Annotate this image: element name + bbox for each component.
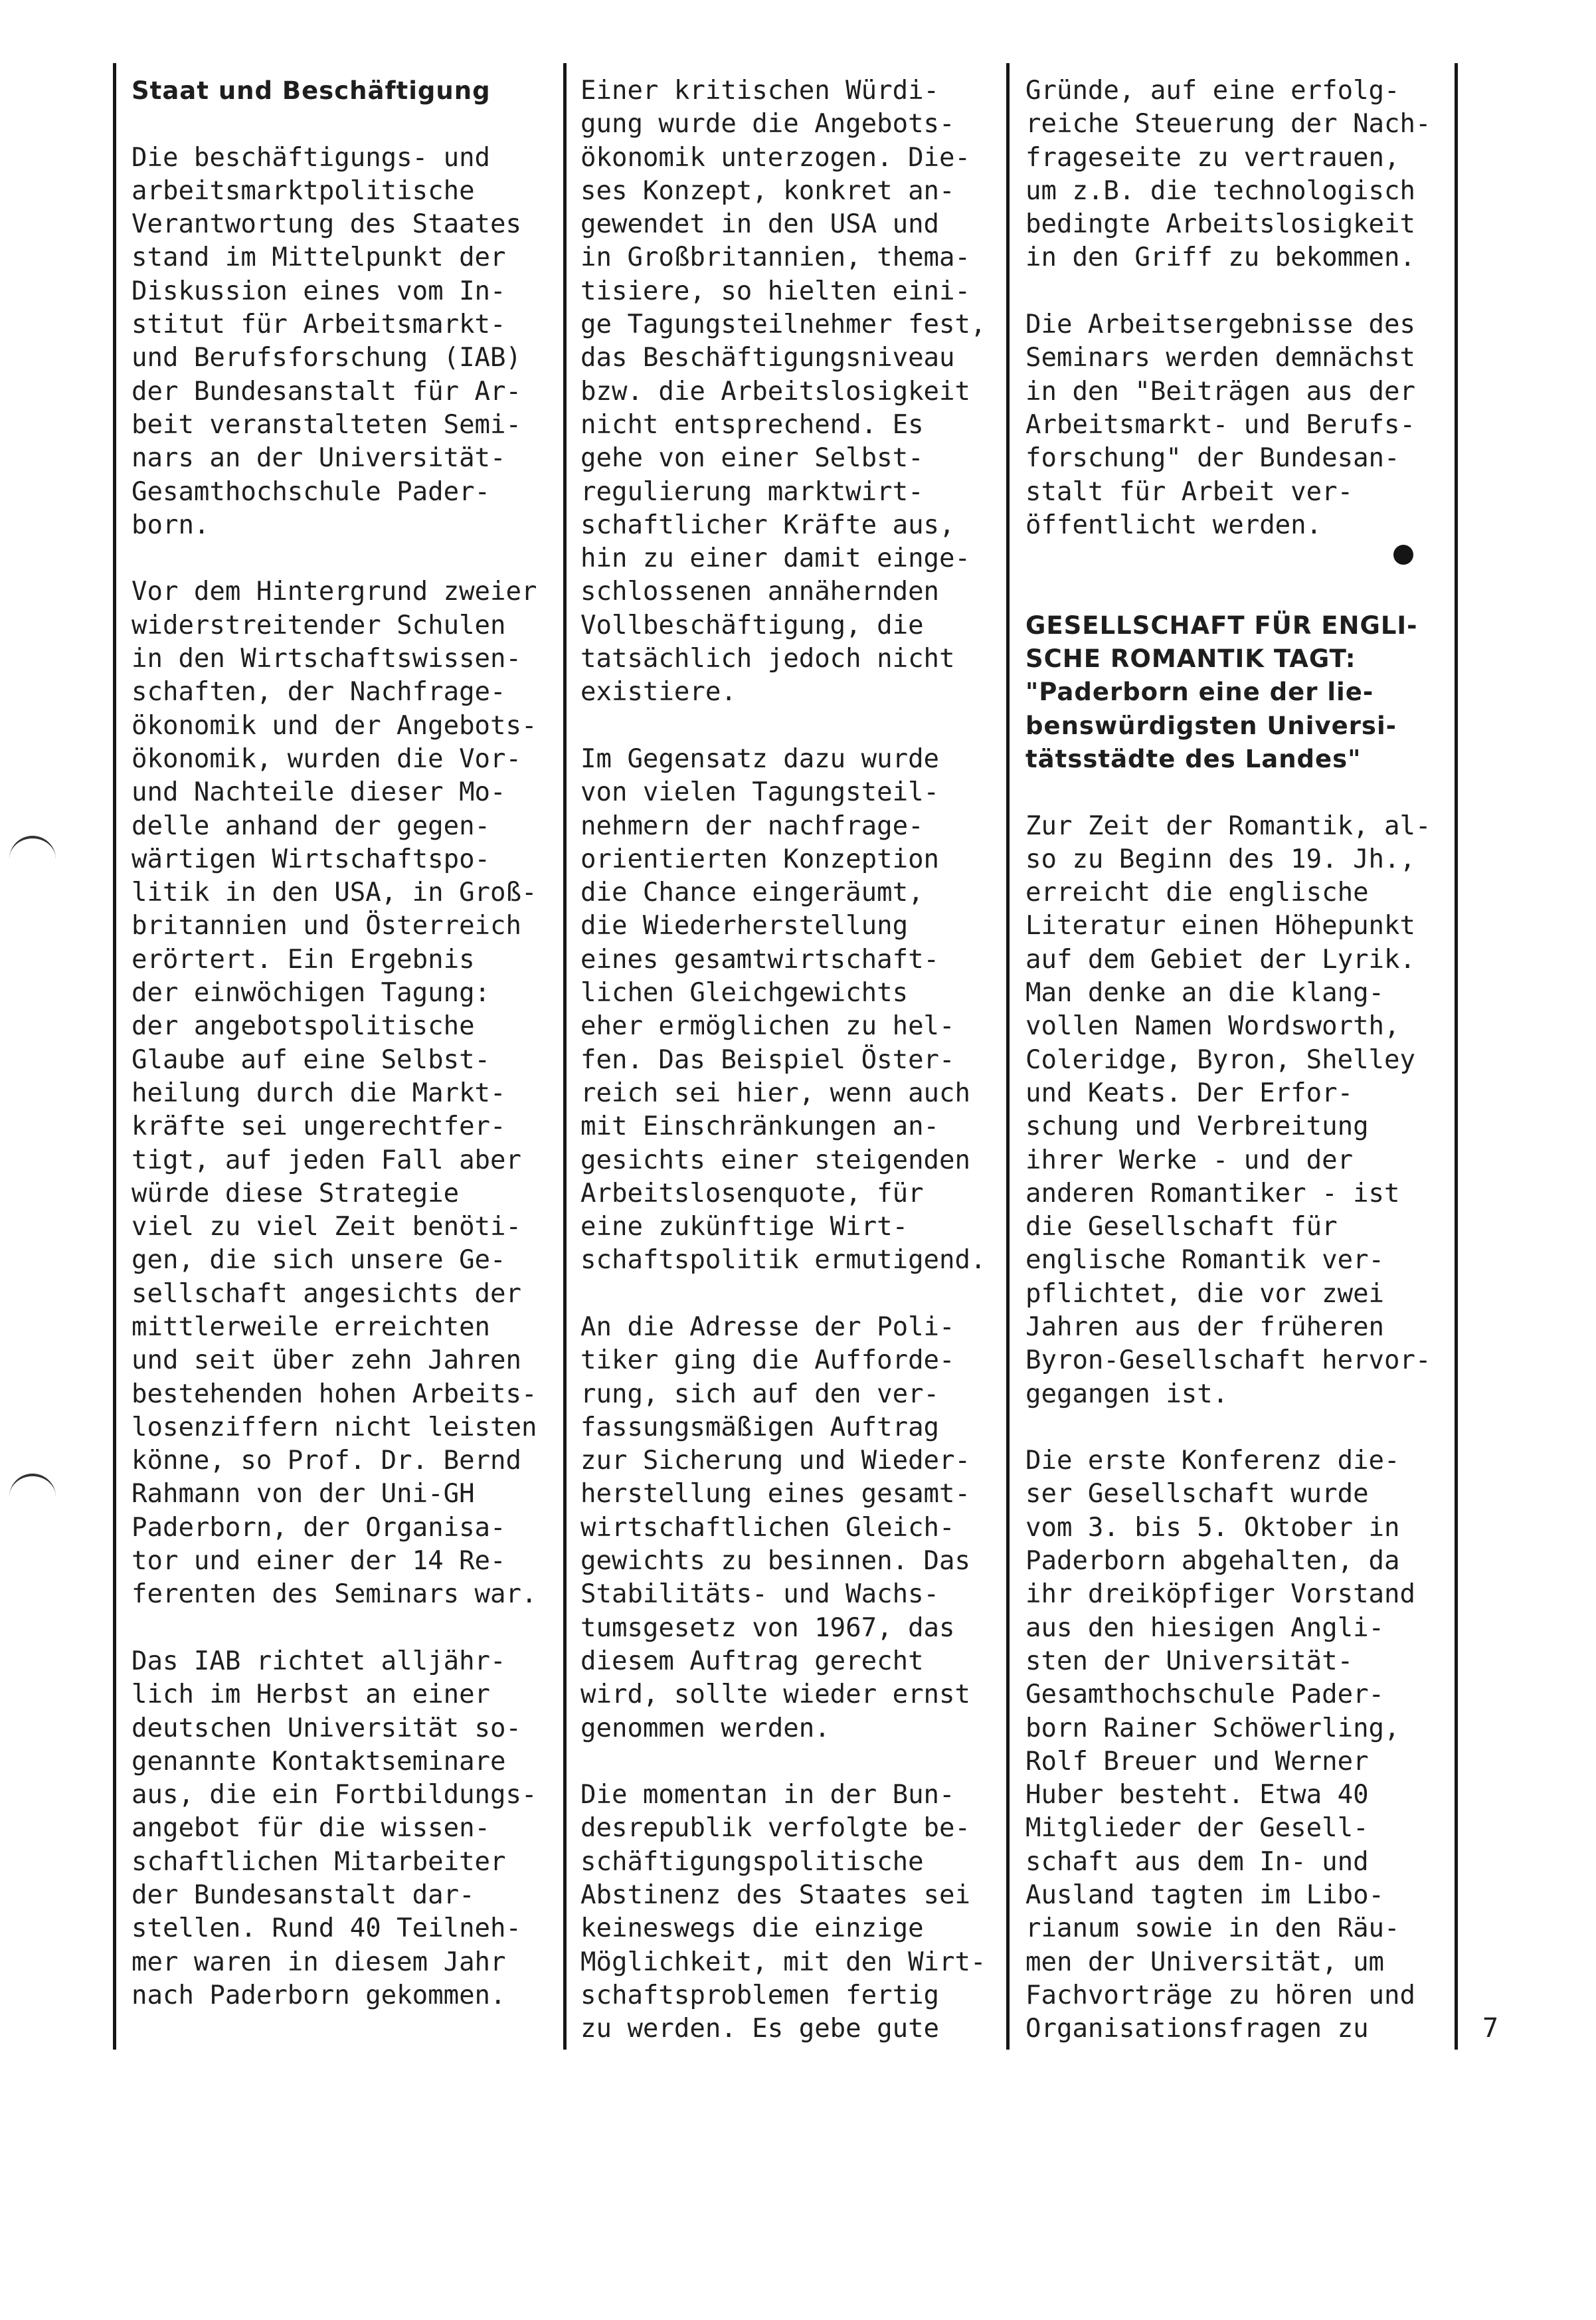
text-line: gesichts einer steigenden xyxy=(580,1145,970,1175)
text-line: in den Wirtschaftswissen- xyxy=(132,644,521,674)
text-line: schaftlichen Mitarbeiter xyxy=(132,1846,506,1877)
text-line: reich sei hier, wenn auch xyxy=(580,1078,970,1108)
paragraph-gap xyxy=(1025,542,1431,575)
text-line: anderen Romantiker - ist xyxy=(1025,1178,1400,1208)
punch-hole-mark xyxy=(9,836,56,865)
headline-line: GESELLSCHAFT FÜR ENGLI- xyxy=(1025,611,1418,640)
text-line: lich im Herbst an einer xyxy=(132,1680,491,1710)
headline-line: "Paderborn eine der lie- xyxy=(1025,678,1374,707)
text-line: der Bundesanstalt für Ar- xyxy=(132,376,521,407)
text-line: Ausland tagten im Libo- xyxy=(1025,1880,1385,1911)
text-line: Gesamthochschule Pader- xyxy=(1025,1680,1385,1710)
text-line: widerstreitender Schulen xyxy=(132,610,506,640)
text-line: tumsgesetz von 1967, das xyxy=(580,1612,955,1643)
text-line: Möglichkeit, mit den Wirt- xyxy=(580,1947,986,1977)
text-line: Vor dem Hintergrund zweier xyxy=(132,577,537,607)
text-line: rianum sowie in den Räu- xyxy=(1025,1913,1400,1944)
text-line: viel zu viel Zeit benöti- xyxy=(132,1212,521,1242)
text-line: würde diese Strategie xyxy=(132,1178,460,1208)
text-line: forschung" der Bundesan- xyxy=(1025,443,1400,474)
text-line: gung wurde die Angebots- xyxy=(580,109,955,140)
text-line: schaftsproblemen fertig xyxy=(580,1980,940,2010)
text-line: wirtschaftlichen Gleich- xyxy=(580,1512,955,1543)
text-line: tigt, auf jeden Fall aber xyxy=(132,1145,521,1175)
paragraph-gap xyxy=(1025,575,1431,609)
text-line: reiche Steuerung der Nach- xyxy=(1025,109,1431,140)
text-line: ser Gesellschaft wurde xyxy=(1025,1479,1369,1509)
text-line: Die momentan in der Bun- xyxy=(580,1780,955,1810)
text-line: Die beschäftigungs- und xyxy=(132,142,491,173)
text-line: auf dem Gebiet der Lyrik. xyxy=(1025,944,1415,975)
text-line: losenziffern nicht leisten xyxy=(132,1412,537,1442)
text-line: heilung durch die Markt- xyxy=(132,1078,506,1108)
text-line: Gesamthochschule Pader- xyxy=(132,476,491,507)
text-line: angebot für die wissen- xyxy=(132,1813,491,1844)
text-line: eine zukünftige Wirt- xyxy=(580,1212,909,1242)
text-line: genommen werden. xyxy=(580,1713,830,1743)
text-line: könne, so Prof. Dr. Bernd xyxy=(132,1446,521,1476)
text-line: tisiere, so hielten eini- xyxy=(580,276,970,306)
headline-line: benswürdigsten Universi- xyxy=(1025,711,1397,740)
text-line: ökonomik unterzogen. Die- xyxy=(580,142,970,173)
text-line: tatsächlich jedoch nicht xyxy=(580,644,955,674)
text-line: Seminars werden demnächst xyxy=(1025,343,1415,373)
text-line: gewendet in den USA und xyxy=(580,209,940,240)
text-line: Stabilitäts- und Wachs- xyxy=(580,1579,940,1610)
text-line: und seit über zehn Jahren xyxy=(132,1345,521,1376)
column-rule-middle-right xyxy=(1006,63,1010,2050)
paragraph-gap xyxy=(1025,776,1431,809)
text-line: der einwöchigen Tagung: xyxy=(132,978,491,1009)
text-line: Rahmann von der Uni-GH xyxy=(132,1479,475,1509)
column-rule-right xyxy=(1455,63,1458,2050)
text-line: in Großbritannien, thema- xyxy=(580,242,970,273)
text-line: vollen Namen Wordsworth, xyxy=(1025,1011,1400,1042)
text-line: und Nachteile dieser Mo- xyxy=(132,777,506,808)
text-line: Fachvorträge zu hören und xyxy=(1025,1980,1415,2010)
text-line: Paderborn abgehalten, da xyxy=(1025,1546,1400,1577)
text-line: Paderborn, der Organisa- xyxy=(132,1512,506,1543)
text-line: Rolf Breuer und Werner xyxy=(1025,1746,1369,1777)
text-line: fen. Das Beispiel Öster- xyxy=(580,1044,955,1075)
text-line: lichen Gleichgewichts xyxy=(580,978,909,1009)
text-line: existiere. xyxy=(580,677,737,708)
text-line: erreicht die englische xyxy=(1025,878,1369,908)
text-line: erörtert. Ein Ergebnis xyxy=(132,944,475,975)
text-line: stalt für Arbeit ver- xyxy=(1025,476,1354,507)
text-line: genannte Kontaktseminare xyxy=(132,1746,506,1777)
text-line: kräfte sei ungerechtfer- xyxy=(132,1112,506,1142)
text-line: Gründe, auf eine erfolg- xyxy=(1025,76,1400,106)
text-line: Verantwortung des Staates xyxy=(132,209,521,240)
text-line: Glaube auf eine Selbst- xyxy=(132,1044,491,1075)
headline-line: tätsstädte des Landes" xyxy=(1025,744,1362,773)
text-line: tor und einer der 14 Re- xyxy=(132,1546,506,1577)
text-column-1 xyxy=(132,74,537,2012)
text-line: wärtigen Wirtschaftspo- xyxy=(132,844,491,874)
text-line: von vielen Tagungsteil- xyxy=(580,777,940,808)
text-line: orientierten Konzeption xyxy=(580,844,940,874)
text-line: gegangen ist. xyxy=(1025,1379,1229,1409)
text-line: desrepublik verfolgte be- xyxy=(580,1813,970,1844)
text-line: bzw. die Arbeitslosigkeit xyxy=(580,376,970,407)
text-line: ferenten des Seminars war. xyxy=(132,1579,537,1610)
paragraph-gap xyxy=(580,1278,986,1311)
text-line: Einer kritischen Würdi- xyxy=(580,76,940,106)
text-line: born. xyxy=(132,510,210,540)
text-line: ökonomik und der Angebots- xyxy=(132,710,537,741)
paragraph-gap xyxy=(1025,275,1431,308)
text-line: zu werden. Es gebe gute xyxy=(580,2014,940,2044)
text-line: schaften, der Nachfrage- xyxy=(132,677,506,708)
text-column-3 xyxy=(1025,74,1431,2046)
column-rule-middle-left xyxy=(563,63,567,2050)
text-line: gen, die sich unsere Ge- xyxy=(132,1245,506,1276)
text-line: bedingte Arbeitslosigkeit xyxy=(1025,209,1415,240)
text-line: und Berufsforschung (IAB) xyxy=(132,343,521,373)
page-number: 7 xyxy=(1482,2013,1499,2044)
text-line: ge Tagungsteilnehmer fest, xyxy=(580,310,986,340)
paragraph-gap xyxy=(132,542,537,575)
text-line: Arbeitslosenquote, für xyxy=(580,1178,924,1208)
text-line: diesem Auftrag gerecht xyxy=(580,1646,924,1676)
text-line: vom 3. bis 5. Oktober in xyxy=(1025,1512,1400,1543)
text-line: bestehenden hohen Arbeits- xyxy=(132,1379,537,1409)
text-line: nach Paderborn gekommen. xyxy=(132,1980,506,2010)
text-line: nehmern der nachfrage- xyxy=(580,811,924,841)
text-line: delle anhand der gegen- xyxy=(132,811,491,841)
text-line: Arbeitsmarkt- und Berufs- xyxy=(1025,409,1415,440)
text-column-2 xyxy=(580,74,986,2046)
text-line: arbeitsmarktpolitische xyxy=(132,175,475,206)
text-line: ökonomik, wurden die Vor- xyxy=(132,743,521,774)
text-line: die Chance eingeräumt, xyxy=(580,878,924,908)
text-line: Die Arbeitsergebnisse des xyxy=(1025,310,1415,340)
text-line: das Beschäftigungsniveau xyxy=(580,343,955,373)
text-line: Abstinenz des Staates sei xyxy=(580,1880,970,1911)
text-line: zur Sicherung und Wieder- xyxy=(580,1446,970,1476)
text-line: An die Adresse der Poli- xyxy=(580,1311,955,1342)
text-line: frageseite zu vertrauen, xyxy=(1025,142,1400,173)
text-line: schäftigungspolitische xyxy=(580,1846,924,1877)
text-line: regulierung marktwirt- xyxy=(580,476,924,507)
text-line: ihr dreiköpfiger Vorstand xyxy=(1025,1579,1415,1610)
text-line: nicht entsprechend. Es xyxy=(580,409,924,440)
text-line: sellschaft angesichts der xyxy=(132,1278,521,1309)
text-line: aus den hiesigen Angli- xyxy=(1025,1612,1385,1643)
text-line: Das IAB richtet alljähr- xyxy=(132,1646,506,1676)
headline-line: Staat und Beschäftigung xyxy=(132,76,491,105)
text-line: stitut für Arbeitsmarkt- xyxy=(132,310,506,340)
text-line: eines gesamtwirtschaft- xyxy=(580,944,940,975)
text-line: mittlerweile erreichten xyxy=(132,1311,491,1342)
text-line: hin zu einer damit einge- xyxy=(580,543,970,574)
text-line: ses Konzept, konkret an- xyxy=(580,175,955,206)
text-line: Diskussion eines vom In- xyxy=(132,276,506,306)
text-line: litik in den USA, in Groß- xyxy=(132,878,537,908)
text-line: stellen. Rund 40 Teilneh- xyxy=(132,1913,521,1944)
text-line: in den Griff zu bekommen. xyxy=(1025,242,1415,273)
text-line: mit Einschränkungen an- xyxy=(580,1112,940,1142)
text-line: pflichtet, die vor zwei xyxy=(1025,1278,1385,1309)
headline-line: SCHE ROMANTIK TAGT: xyxy=(1025,644,1356,674)
text-line: Man denke an die klang- xyxy=(1025,978,1385,1009)
paragraph-gap xyxy=(132,108,537,141)
text-line: Vollbeschäftigung, die xyxy=(580,610,924,640)
column-rule-left xyxy=(113,63,116,2050)
text-line: britannien und Österreich xyxy=(132,911,521,941)
text-line: schaft aus dem In- und xyxy=(1025,1846,1369,1877)
text-line: Literatur einen Höhepunkt xyxy=(1025,911,1415,941)
text-line: born Rainer Schöwerling, xyxy=(1025,1713,1400,1743)
text-line: öffentlicht werden. xyxy=(1025,510,1322,540)
text-line: in den "Beiträgen aus der xyxy=(1025,376,1415,407)
text-line: Die erste Konferenz die- xyxy=(1025,1446,1400,1476)
text-line: die Gesellschaft für xyxy=(1025,1212,1338,1242)
text-line: men der Universität, um xyxy=(1025,1947,1385,1977)
paragraph-gap xyxy=(580,1745,986,1779)
text-line: Byron-Gesellschaft hervor- xyxy=(1025,1345,1431,1376)
text-line: fassungsmäßigen Auftrag xyxy=(580,1412,940,1442)
text-line: deutschen Universität so- xyxy=(132,1713,521,1743)
text-line: sten der Universität- xyxy=(1025,1646,1354,1676)
text-line: gewichts zu besinnen. Das xyxy=(580,1546,970,1577)
text-line: schung und Verbreitung xyxy=(1025,1112,1369,1142)
text-line: Zur Zeit der Romantik, al- xyxy=(1025,811,1431,841)
text-line: ihrer Werke - und der xyxy=(1025,1145,1354,1175)
text-line: rung, sich auf den ver- xyxy=(580,1379,940,1409)
paragraph-gap xyxy=(580,710,986,743)
text-line: wird, sollte wieder ernst xyxy=(580,1680,970,1710)
text-line: der angebotspolitische xyxy=(132,1011,475,1042)
end-of-article-bullet-icon xyxy=(1393,545,1413,565)
text-line: gehe von einer Selbst- xyxy=(580,443,924,474)
text-line: stand im Mittelpunkt der xyxy=(132,242,506,273)
paragraph-gap xyxy=(1025,1411,1431,1444)
text-line: Im Gegensatz dazu wurde xyxy=(580,743,940,774)
text-line: herstellung eines gesamt- xyxy=(580,1479,970,1509)
text-line: Mitglieder der Gesell- xyxy=(1025,1813,1369,1844)
text-line: Huber besteht. Etwa 40 xyxy=(1025,1780,1369,1810)
text-line: und Keats. Der Erfor- xyxy=(1025,1078,1354,1108)
text-line: beit veranstalteten Semi- xyxy=(132,409,521,440)
text-line: aus, die ein Fortbildungs- xyxy=(132,1780,537,1810)
paragraph-gap xyxy=(132,1612,537,1645)
text-line: um z.B. die technologisch xyxy=(1025,175,1415,206)
text-line: nars an der Universität- xyxy=(132,443,506,474)
text-line: schaftlicher Kräfte aus, xyxy=(580,510,955,540)
text-line: keineswegs die einzige xyxy=(580,1913,924,1944)
text-line: Organisationsfragen zu xyxy=(1025,2014,1369,2044)
text-line: englische Romantik ver- xyxy=(1025,1245,1385,1276)
text-line: Jahren aus der früheren xyxy=(1025,1311,1385,1342)
text-line: die Wiederherstellung xyxy=(580,911,909,941)
text-line: schaftspolitik ermutigend. xyxy=(580,1245,986,1276)
text-line: schlossenen annähernden xyxy=(580,577,940,607)
text-line: eher ermöglichen zu hel- xyxy=(580,1011,955,1042)
text-line: tiker ging die Aufforde- xyxy=(580,1345,955,1376)
text-line: mer waren in diesem Jahr xyxy=(132,1947,506,1977)
text-line: der Bundesanstalt dar- xyxy=(132,1880,475,1911)
text-line: so zu Beginn des 19. Jh., xyxy=(1025,844,1415,874)
text-line: Coleridge, Byron, Shelley xyxy=(1025,1044,1415,1075)
punch-hole-mark xyxy=(9,1474,56,1503)
